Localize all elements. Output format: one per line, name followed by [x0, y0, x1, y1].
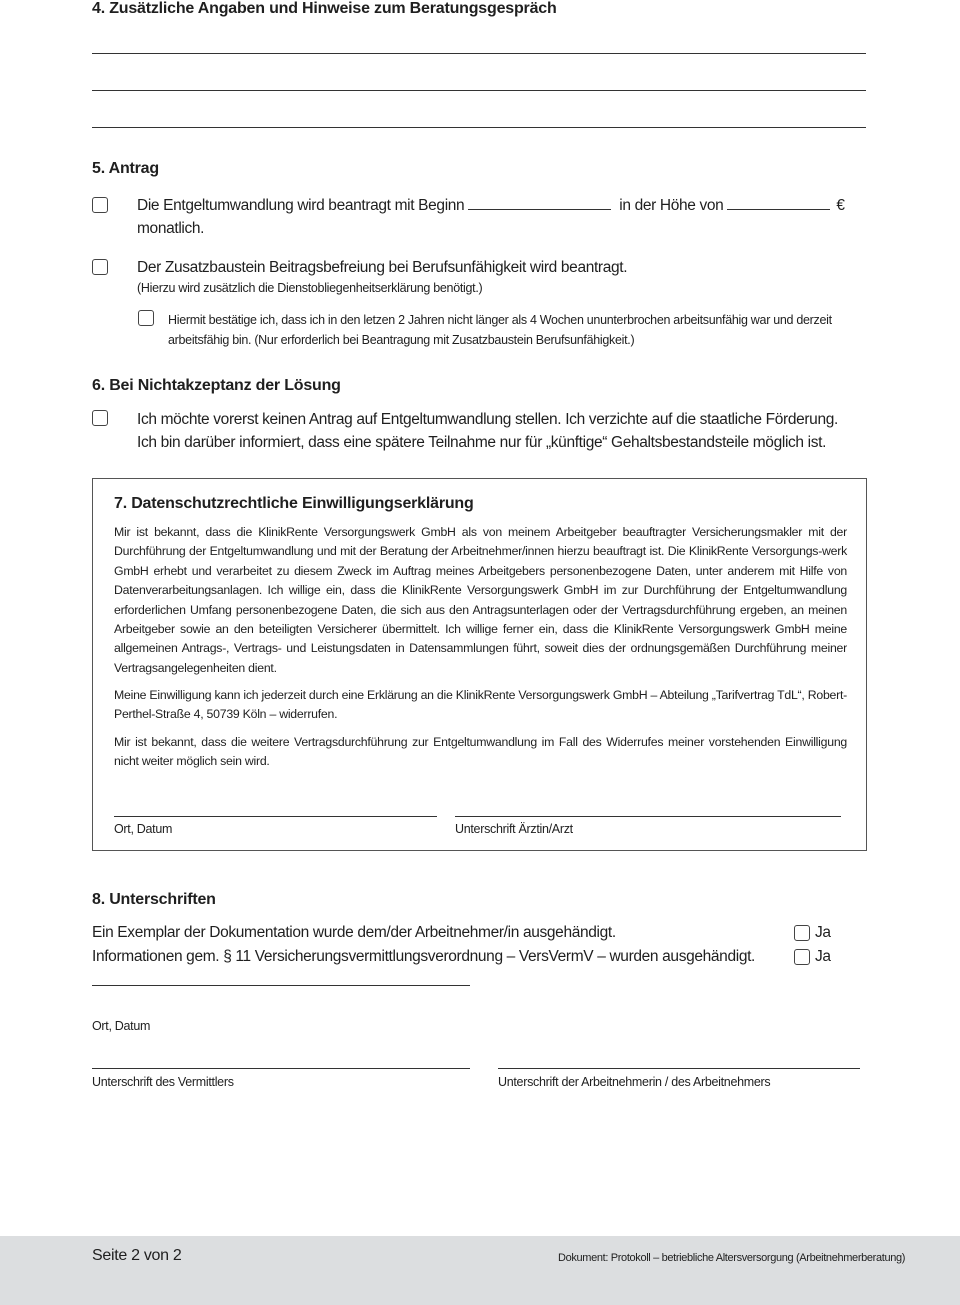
- checkbox-information-yes[interactable]: [794, 949, 810, 965]
- place-date-label: Ort, Datum: [92, 1019, 151, 1033]
- information-yes-label: Ja: [815, 948, 831, 965]
- employee-signature-label: Unterschrift der Arbeitnehmerin / des Arbeitnehmers: [498, 1075, 771, 1089]
- document-title: Dokument: Protokoll – betriebliche Altersversorgung (Arbeitnehmerberatung): [558, 1252, 906, 1264]
- nichtakzeptanz-text-2: Ich bin darüber informiert, dass eine spätere Teilnahme nur für „künftige“ Gehaltsbestandsteile möglich ist.: [137, 434, 827, 451]
- checkbox-documentation-yes[interactable]: [794, 925, 810, 941]
- documentation-yes-label: Ja: [815, 924, 831, 941]
- agent-signature-line[interactable]: [92, 1068, 470, 1069]
- item1-label: Die Entgeltumwandlung wird beantragt mit Beginn: [137, 197, 465, 214]
- employee-signature-line[interactable]: [498, 1068, 860, 1069]
- place-date-line[interactable]: [92, 985, 470, 986]
- entgeltumwandlung-text: [137, 197, 845, 215]
- doctor-signature-label: Unterschrift Ärztin/Arzt: [455, 822, 573, 836]
- information-handed-text: Informationen gem. § 11 Versicherungsvermittlungsverordnung – VersVermV – wurden ausgehändigt.: [92, 948, 755, 965]
- checkbox-entgeltumwandlung[interactable]: [92, 197, 108, 213]
- doctor-signature-line[interactable]: [455, 816, 841, 817]
- checkbox-nichtakzeptanz[interactable]: [92, 410, 108, 426]
- beitragsbefreiung-text: Der Zusatzbaustein Beitragsbefreiung bei Berufsunfähigkeit wird beantragt.: [137, 259, 628, 276]
- beitragsbefreiung-note: (Hierzu wird zusätzlich die Dienstobliegenheitserklärung benötigt.): [137, 281, 483, 295]
- page-number: Seite 2 von 2: [92, 1247, 182, 1264]
- item1-amount-label: in der Höhe von: [619, 197, 724, 214]
- agent-signature-label: Unterschrift des Vermittlers: [92, 1075, 234, 1089]
- start-date-field[interactable]: [468, 197, 611, 210]
- item1-monthly: monatlich.: [137, 220, 205, 237]
- arbeitsfaehig-text-1: Hiermit bestätige ich, dass ich in den letzen 2 Jahren nicht länger als 4 Wochen ununterbrochen arbeitsunfähig war und derzeit: [168, 313, 832, 327]
- documentation-handed-text: Ein Exemplar der Dokumentation wurde dem/der Arbeitnehmer/in ausgehändigt.: [92, 924, 616, 941]
- nichtakzeptanz-text-1: Ich möchte vorerst keinen Antrag auf Entgeltumwandlung stellen. Ich verzichte auf die staatliche Förderung.: [137, 411, 838, 428]
- euro-symbol: €: [836, 197, 845, 214]
- consent-paragraph-3: Mir ist bekannt, dass die weitere Vertragsdurchführung zur Entgeltumwandlung im Fall des Widerrufes meiner vorstehenden Einwilligung nicht weiter möglich sein wird.: [114, 735, 847, 769]
- section-5-heading: 5. Antrag: [92, 160, 159, 177]
- checkbox-arbeitsfaehig[interactable]: [138, 310, 154, 326]
- consent-paragraph-2: Meine Einwilligung kann ich jederzeit durch eine Erklärung an die KlinikRente Versorgungswerk GmbH – Abteilung „Tarifvertrag TdL“, Robert-Perthel-Straße 4, 50739 Köln – widerrufen.: [114, 688, 847, 722]
- section-6-heading: 6. Bei Nichtakzeptanz der Lösung: [92, 377, 341, 394]
- consent-paragraph-1: Mir ist bekannt, dass die KlinikRente Versorgungswerk GmbH als von meinem Arbeitgeber beauftragter Versicherungsmakler mit der Durchführung der Entgeltumwandlung und mit der Beratung der Arbeitnehmer/innen hierzu beauftragt ist. Die KlinikRente Versorgungs-werk GmbH erhebt und verarbeitet zu diesem Zweck im Auftrag meines Arbeitgebers personenbezogene Daten, unter anderem mit Hilfe von Datenverarbeitungsanlagen. Ich willige ein, dass die KlinikRente Versorgungswerk GmbH im zur Durchführung der Entgeltumwandlung erforderlichen Umfang personenbezogene Daten, die sich aus den Antragsunterlagen oder der Vertragsdurchführung ergeben, an meinen Arbeitgeber sowie an den beteiligten Versicherer übermittelt. Ich willige ferner ein, dass die KlinikRente Versorgungswerk GmbH meine allgemeinen Antrags-, Vertrags- und Leistungsdaten in Datensammlungen führt, soweit dies der ordnungsgemäßen Durchführung meiner Vertragsangelegenheiten dient.: [114, 525, 847, 675]
- arbeitsfaehig-text-2: arbeitsfähig bin. (Nur erforderlich bei Beantragung mit Zusatzbaustein Berufsunfähigkeit.): [168, 333, 635, 347]
- doctor-place-date-label: Ort, Datum: [114, 822, 173, 836]
- section-8-heading: 8. Unterschriften: [92, 891, 216, 908]
- amount-field[interactable]: [727, 197, 830, 210]
- section-7-heading: 7. Datenschutzrechtliche Einwilligungserklärung: [114, 495, 474, 512]
- notes-line-1[interactable]: [92, 53, 866, 54]
- checkbox-beitragsbefreiung[interactable]: [92, 259, 108, 275]
- notes-line-2[interactable]: [92, 90, 866, 91]
- section-4-heading: 4. Zusätzliche Angaben und Hinweise zum Beratungsgespräch: [92, 0, 557, 17]
- notes-line-3[interactable]: [92, 127, 866, 128]
- doctor-place-date-line[interactable]: [114, 816, 437, 817]
